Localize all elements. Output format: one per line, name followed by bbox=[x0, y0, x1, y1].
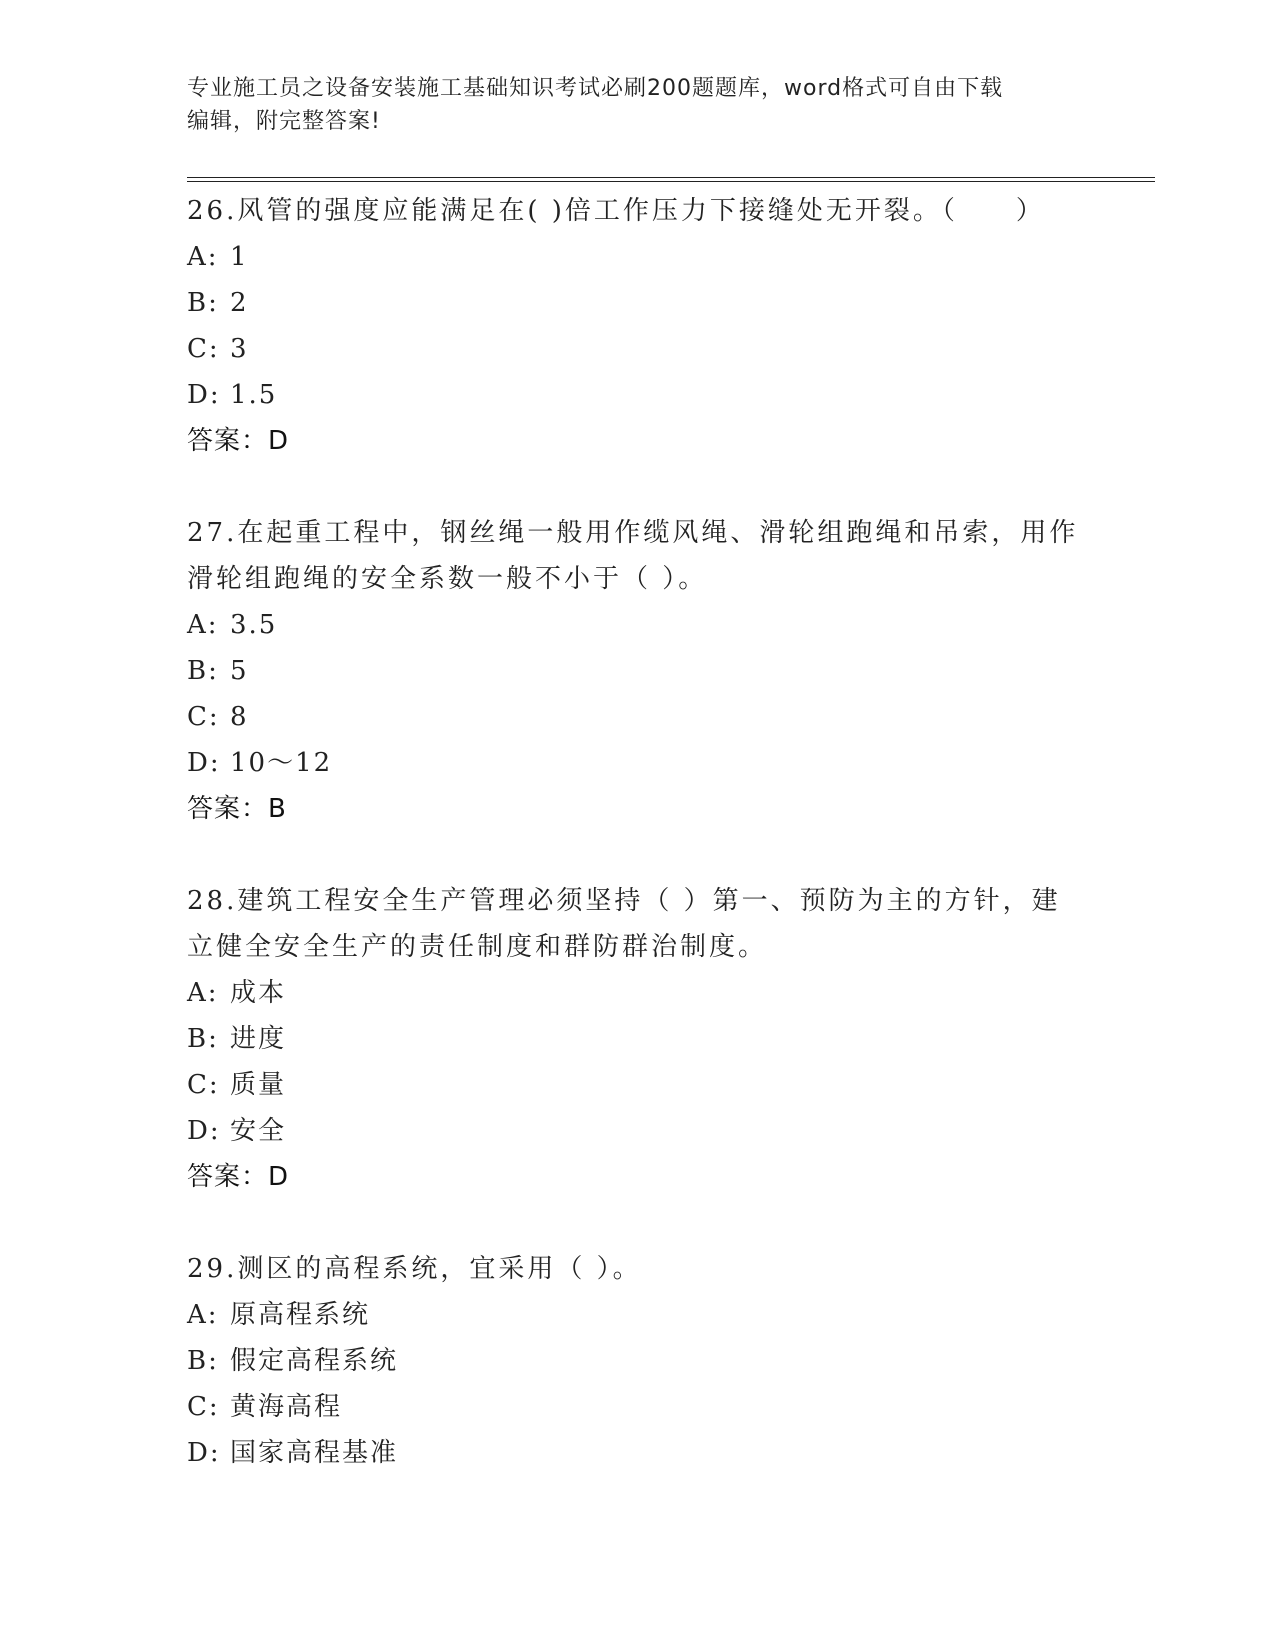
option-b bbox=[187, 648, 1087, 694]
option-c bbox=[187, 1062, 1087, 1108]
option-letter: A: bbox=[187, 610, 219, 640]
question-list bbox=[187, 188, 1087, 1476]
option-letter: C: bbox=[187, 702, 220, 732]
option-text: 1 bbox=[230, 242, 249, 272]
question-stem: 29.测区的高程系统，宜采用（ ）。 bbox=[187, 1254, 642, 1284]
option-c bbox=[187, 326, 1087, 372]
option-c bbox=[187, 1384, 1087, 1430]
option-d bbox=[187, 1430, 1087, 1476]
option-b bbox=[187, 1338, 1087, 1384]
option-text: 成本 bbox=[230, 978, 287, 1008]
option-letter: A: bbox=[187, 1300, 219, 1330]
option-text: 进度 bbox=[230, 1024, 287, 1054]
option-letter: B: bbox=[187, 1024, 219, 1054]
question-stem-continued: 滑轮组跑绳的安全系数一般不小于（ ）。 bbox=[187, 564, 708, 594]
option-d bbox=[187, 1108, 1087, 1154]
question-stem: 28.建筑工程安全生产管理必须坚持（ ）第一、预防为主的方针，建 bbox=[187, 886, 1061, 916]
option-text: 5 bbox=[230, 656, 249, 686]
option-c bbox=[187, 694, 1087, 740]
answer-line: 答案：B bbox=[187, 794, 287, 824]
option-letter: C: bbox=[187, 334, 220, 364]
option-letter: D: bbox=[187, 1116, 221, 1146]
option-text: 8 bbox=[230, 702, 249, 732]
option-letter: B: bbox=[187, 288, 219, 318]
question-28 bbox=[187, 878, 1087, 1200]
option-text: 安全 bbox=[230, 1116, 287, 1146]
option-d bbox=[187, 372, 1087, 418]
option-text: 3 bbox=[230, 334, 249, 364]
option-b bbox=[187, 280, 1087, 326]
option-letter: D: bbox=[187, 1438, 221, 1468]
option-a bbox=[187, 970, 1087, 1016]
answer-line: 答案：D bbox=[187, 1162, 290, 1192]
page-header bbox=[187, 72, 1087, 138]
question-29 bbox=[187, 1246, 1087, 1476]
option-a bbox=[187, 1292, 1087, 1338]
question-stem-continued: 立健全安全生产的责任制度和群防群治制度。 bbox=[187, 932, 768, 962]
header-double-rule bbox=[187, 177, 1155, 182]
option-text: 原高程系统 bbox=[230, 1300, 371, 1330]
option-a bbox=[187, 234, 1087, 280]
option-b bbox=[187, 1016, 1087, 1062]
question-27 bbox=[187, 510, 1087, 832]
option-text: 10～12 bbox=[230, 748, 333, 778]
option-a bbox=[187, 602, 1087, 648]
option-text: 2 bbox=[230, 288, 249, 318]
question-stem: 26.风管的强度应能满足在( )倍工作压力下接缝处无开裂。（ ） bbox=[187, 196, 1045, 226]
option-d bbox=[187, 740, 1087, 786]
answer-line: 答案：D bbox=[187, 426, 290, 456]
option-letter: C: bbox=[187, 1392, 220, 1422]
option-text: 3.5 bbox=[230, 610, 278, 640]
option-text: 黄海高程 bbox=[230, 1392, 343, 1422]
option-text: 质量 bbox=[230, 1070, 287, 1100]
question-stem: 27.在起重工程中，钢丝绳一般用作缆风绳、滑轮组跑绳和吊索，用作 bbox=[187, 518, 1079, 548]
option-letter: D: bbox=[187, 380, 221, 410]
option-text: 假定高程系统 bbox=[230, 1346, 399, 1376]
header-title-line-2: 编辑，附完整答案! bbox=[187, 109, 381, 134]
option-text: 1.5 bbox=[230, 380, 278, 410]
header-title-line-1: 专业施工员之设备安装施工基础知识考试必刷200题题库，word格式可自由下载 bbox=[187, 76, 1004, 101]
option-letter: B: bbox=[187, 1346, 219, 1376]
option-letter: B: bbox=[187, 656, 219, 686]
option-letter: A: bbox=[187, 978, 219, 1008]
option-letter: C: bbox=[187, 1070, 220, 1100]
option-text: 国家高程基准 bbox=[230, 1438, 399, 1468]
question-26 bbox=[187, 188, 1087, 464]
option-letter: D: bbox=[187, 748, 221, 778]
option-letter: A: bbox=[187, 242, 219, 272]
